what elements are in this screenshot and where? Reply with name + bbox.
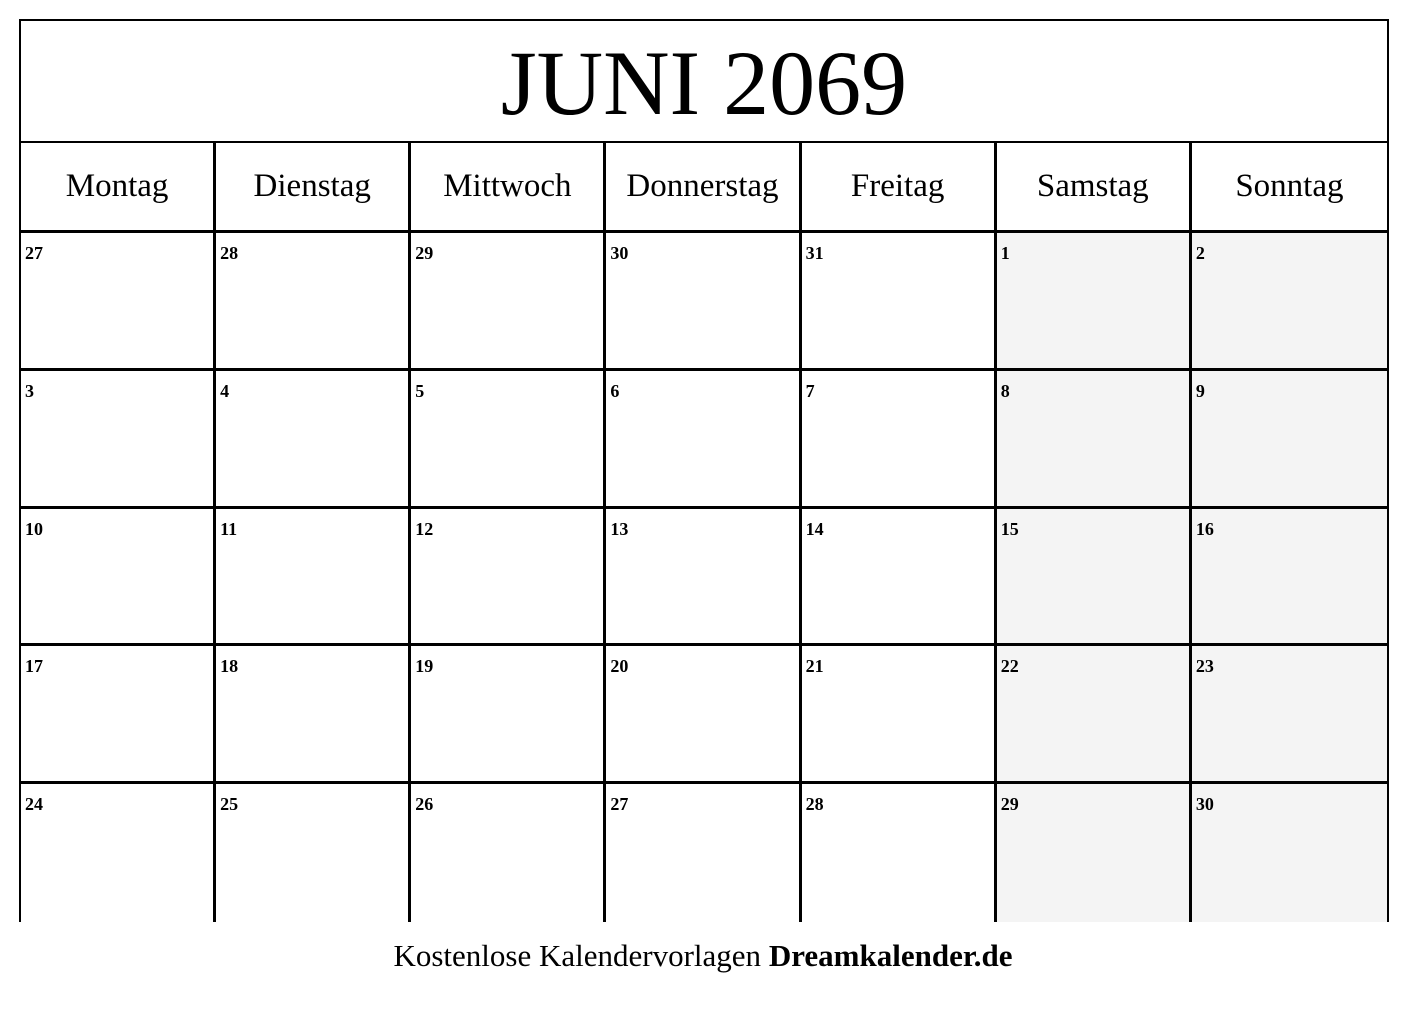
- day-number: 28: [220, 243, 239, 263]
- calendar: [19, 19, 1389, 922]
- day-cell: [802, 784, 997, 922]
- day-cell: [997, 371, 1192, 509]
- day-cell: [1192, 233, 1387, 371]
- day-number: 23: [1195, 656, 1214, 677]
- weekday-header-montag: Montag: [21, 143, 216, 233]
- weekday-header-samstag: Samstag: [997, 143, 1192, 233]
- day-cell: [21, 784, 216, 922]
- day-cell: [997, 646, 1192, 784]
- day-number: 7: [805, 380, 815, 401]
- day-cell: [411, 233, 606, 371]
- footer-text: Kostenlose Kalendervorlagen: [393, 938, 762, 973]
- title-bar: [21, 21, 1387, 143]
- day-number: 2: [1195, 243, 1205, 263]
- day-cell: [21, 233, 216, 371]
- day-number: 28: [805, 794, 824, 815]
- day-number: 26: [415, 794, 434, 815]
- day-number: 5: [415, 380, 425, 401]
- day-number: 24: [25, 794, 43, 815]
- day-cell: [216, 371, 411, 509]
- day-cell: [411, 371, 606, 509]
- day-cell: [802, 509, 997, 647]
- weekday-header-freitag: Freitag: [802, 143, 997, 233]
- day-cell: [411, 509, 606, 647]
- day-cell: [997, 233, 1192, 371]
- day-cell: [1192, 784, 1387, 922]
- day-cell: [802, 233, 997, 371]
- day-cell: [1192, 646, 1387, 784]
- footer-brand: Dreamkalender.de: [768, 938, 1013, 973]
- day-cell: [802, 646, 997, 784]
- day-cell: [802, 371, 997, 509]
- day-number: 29: [415, 243, 434, 263]
- day-cell: [216, 784, 411, 922]
- day-number: 4: [220, 380, 230, 401]
- day-cell: [997, 784, 1192, 922]
- day-number: 22: [1000, 656, 1019, 677]
- day-number: 31: [805, 243, 824, 263]
- calendar-grid: [21, 143, 1387, 922]
- day-cell: [216, 233, 411, 371]
- day-cell: [606, 233, 801, 371]
- day-cell: [411, 646, 606, 784]
- day-number: 30: [610, 243, 629, 263]
- day-number: 16: [1195, 518, 1214, 539]
- day-number: 12: [415, 518, 434, 539]
- day-cell: [1192, 509, 1387, 647]
- day-cell: [606, 509, 801, 647]
- day-number: 1: [1000, 243, 1010, 263]
- day-cell: [606, 371, 801, 509]
- day-cell: [606, 646, 801, 784]
- day-number: 10: [25, 518, 43, 539]
- day-number: 19: [415, 656, 434, 677]
- day-number: 14: [805, 518, 824, 539]
- day-number: 29: [1000, 794, 1019, 815]
- day-number: 9: [1195, 380, 1205, 401]
- day-cell: [216, 646, 411, 784]
- weekday-header-sonntag: Sonntag: [1192, 143, 1387, 233]
- day-number: 30: [1195, 794, 1214, 815]
- day-number: 3: [25, 380, 34, 401]
- day-cell: [1192, 371, 1387, 509]
- weekday-header-donnerstag: Donnerstag: [606, 143, 801, 233]
- weekday-header-mittwoch: Mittwoch: [411, 143, 606, 233]
- day-cell: [21, 509, 216, 647]
- day-number: 15: [1000, 518, 1019, 539]
- day-number: 13: [610, 518, 629, 539]
- day-number: 27: [25, 243, 43, 263]
- day-number: 6: [610, 380, 620, 401]
- footer: [0, 938, 1406, 974]
- day-number: 18: [220, 656, 239, 677]
- day-number: 27: [610, 794, 629, 815]
- day-cell: [606, 784, 801, 922]
- month-title: JUNI 2069: [500, 32, 908, 134]
- day-number: 20: [610, 656, 629, 677]
- day-number: 17: [25, 656, 43, 677]
- day-cell: [21, 646, 216, 784]
- day-cell: [411, 784, 606, 922]
- day-number: 25: [220, 794, 239, 815]
- day-cell: [997, 509, 1192, 647]
- day-cell: [216, 509, 411, 647]
- day-number: 8: [1000, 380, 1010, 401]
- day-number: 21: [805, 656, 824, 677]
- day-cell: [21, 371, 216, 509]
- weekday-header-dienstag: Dienstag: [216, 143, 411, 233]
- day-number: 11: [220, 518, 238, 539]
